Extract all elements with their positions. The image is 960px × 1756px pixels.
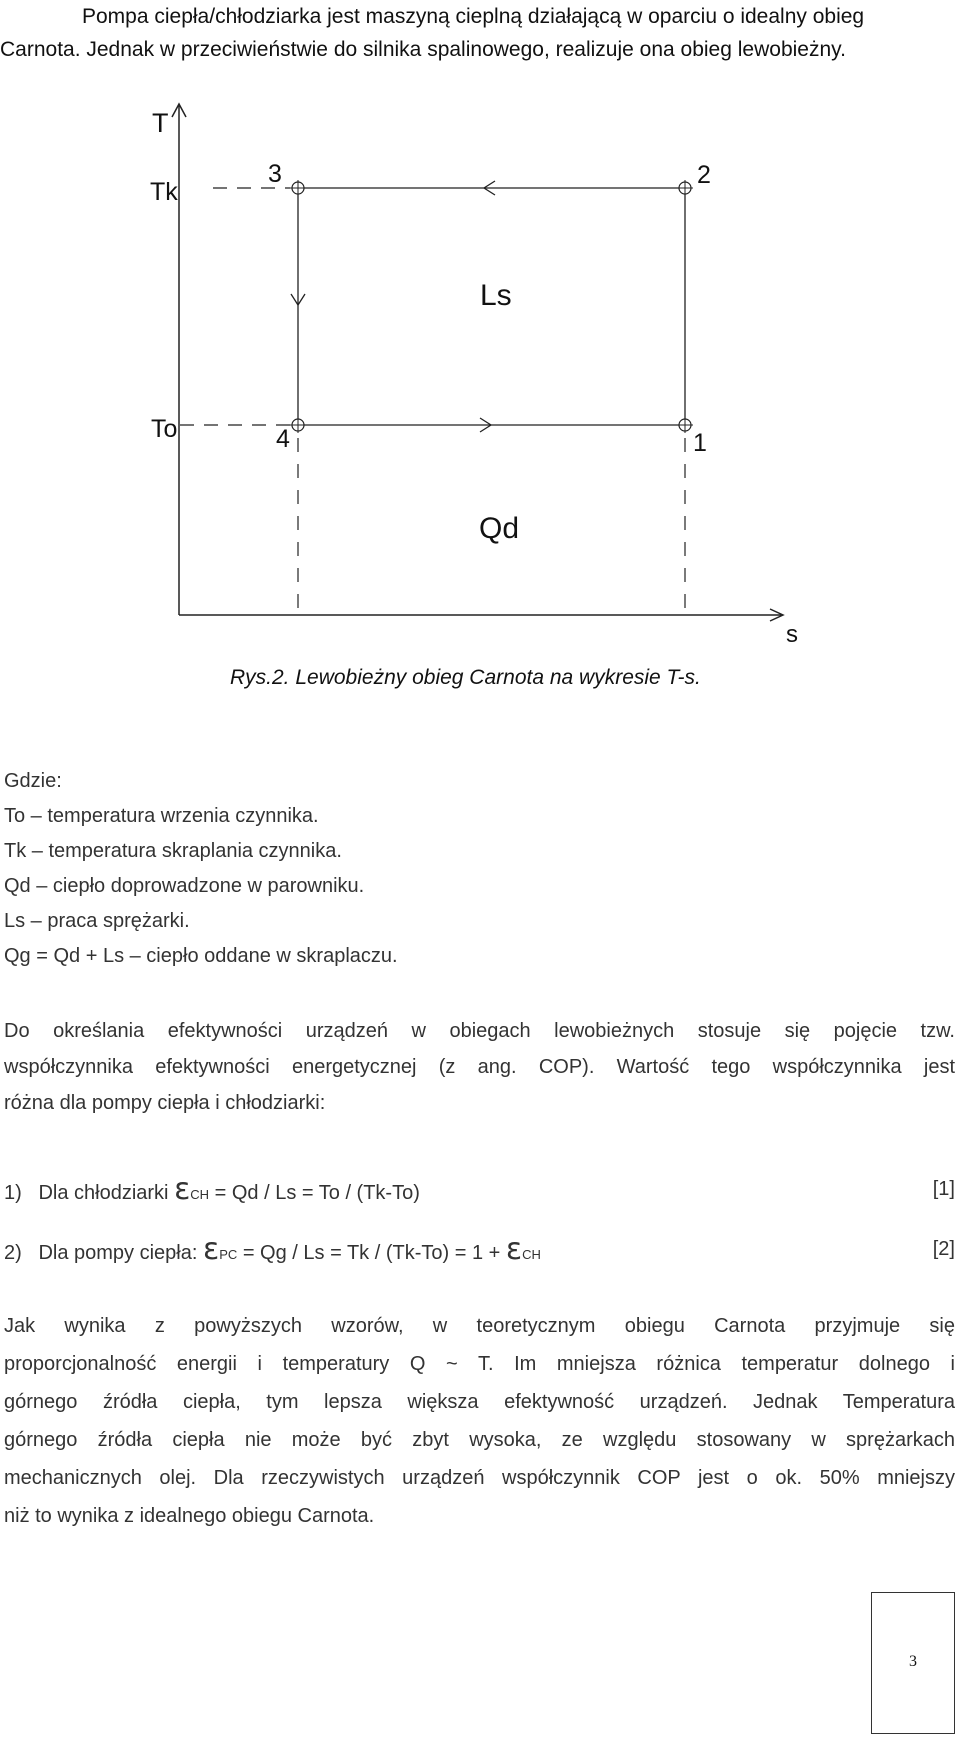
equation-1 bbox=[4, 1170, 420, 1215]
qd-region-label: Qd bbox=[479, 512, 520, 545]
cop-paragraph-line-2: współczynnika efektywności energetycznej (z ang. COP). Wartość tego współczynnika jest bbox=[4, 1056, 955, 1078]
conclusion-line-1: Jak wynika z powyższych wzorów, w teoretycznym obiegu Carnota przyjmuje się bbox=[4, 1315, 955, 1337]
cop-paragraph-line-3: różna dla pompy ciepła i chłodziarki: bbox=[4, 1092, 326, 1114]
point-1-label: 1 bbox=[693, 429, 707, 457]
epsilon-symbol: ε bbox=[505, 1232, 523, 1267]
legend-item-qg: Qg = Qd + Ls – ciepło oddane w skraplaczu. bbox=[4, 945, 398, 967]
state-point-1 bbox=[677, 417, 693, 433]
eq2-expression: = Qg / Ls = Tk / (Tk-To) = 1 + bbox=[237, 1242, 506, 1264]
eq2-subscript-2: CH bbox=[522, 1247, 541, 1262]
conclusion-line-6: niż to wynika z idealnego obiegu Carnota. bbox=[4, 1505, 375, 1527]
conclusion-line-3: górnego źródła ciepła, tym lepsza większa efektywność urządzeń. Jednak Temperatura bbox=[4, 1391, 955, 1413]
state-point-3 bbox=[290, 180, 306, 196]
equation-2-number: [2] bbox=[932, 1238, 955, 1260]
legend-item-ls: Ls – praca sprężarki. bbox=[4, 910, 190, 932]
legend-item-qd: Qd – ciepło doprowadzone w parowniku. bbox=[4, 875, 365, 897]
conclusion-line-5: mechanicznych olej. Dla rzeczywistych urządzeń współczynnik COP jest o ok. 50% mniejszy bbox=[4, 1467, 955, 1489]
intro-line-1: Pompa ciepła/chłodziarka jest maszyną cieplną działającą w oparciu o idealny obieg bbox=[82, 5, 865, 28]
eq1-expression: = Qd / Ls = To / (Tk-To) bbox=[209, 1182, 420, 1204]
equation-1-number: [1] bbox=[932, 1178, 955, 1200]
legend-item-tk: Tk – temperatura skraplania czynnika. bbox=[4, 840, 342, 862]
point-4-label: 4 bbox=[276, 425, 290, 453]
state-point-4 bbox=[290, 417, 306, 433]
equation-2 bbox=[4, 1230, 541, 1275]
page-number-box bbox=[871, 1592, 955, 1734]
tk-label: Tk bbox=[150, 178, 178, 206]
intro-line-2: Carnota. Jednak w przeciwieństwie do silnika spalinowego, realizuje ona obieg lewobieżny. bbox=[0, 38, 846, 61]
epsilon-symbol: ε bbox=[174, 1172, 191, 1207]
point-2-label: 2 bbox=[697, 161, 711, 189]
state-point-2 bbox=[677, 180, 693, 196]
ls-region-label: Ls bbox=[480, 279, 512, 312]
t-axis-label: T bbox=[152, 108, 169, 138]
figure-caption: Rys.2. Lewobieżny obieg Carnota na wykresie T-s. bbox=[230, 666, 701, 689]
eq2-prefix: 2) Dla pompy ciepła: bbox=[4, 1242, 203, 1264]
eq1-prefix: 1) Dla chłodziarki bbox=[4, 1182, 175, 1204]
legend-item-to: To – temperatura wrzenia czynnika. bbox=[4, 805, 319, 827]
eq2-subscript: PC bbox=[219, 1247, 238, 1262]
legend-heading: Gdzie: bbox=[4, 770, 62, 792]
epsilon-symbol: ε bbox=[202, 1232, 220, 1267]
cop-paragraph-line-1: Do określania efektywności urządzeń w obiegach lewobieżnych stosuje się pojęcie tzw. bbox=[4, 1020, 955, 1042]
page-number: 3 bbox=[909, 1653, 917, 1670]
to-label: To bbox=[151, 415, 178, 443]
eq1-subscript: CH bbox=[190, 1187, 210, 1202]
conclusion-line-2: proporcjonalność energii i temperatury Q ~ T. Im mniejsza różnica temperatur dolnego i bbox=[4, 1353, 955, 1375]
s-axis-label: s bbox=[786, 621, 798, 648]
conclusion-line-4: górnego źródła ciepła nie może być zbyt wysoka, ze względu stosowany w sprężarkach bbox=[4, 1429, 955, 1451]
point-3-label: 3 bbox=[268, 160, 282, 188]
carnot-ts-diagram bbox=[0, 90, 960, 660]
